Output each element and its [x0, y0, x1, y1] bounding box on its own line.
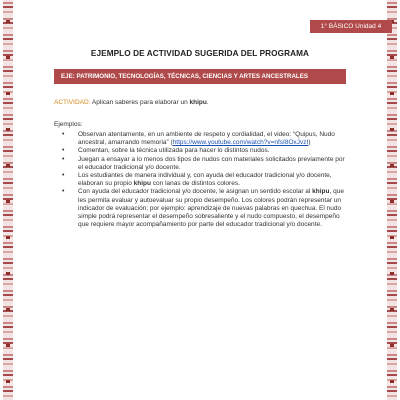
video-link[interactable]: https://www.youtube.com/watch?v=nfsI8OxJvzI	[172, 139, 309, 147]
page-title: EJEMPLO DE ACTIVIDAD SUGERIDA DEL PROGRAMA	[90, 49, 310, 58]
list-item: • Comentan, sobre la técnica utilizada para hacer lo distintos nudos.	[60, 147, 350, 155]
list-item: • Con ayuda del educador tradicional y/o docente, le asignan un sentido escolar al khipu, que les permita evaluar y autoevaluar su propio desempeño. Los colores podrán representar un indicador de evaluación; por ejemplo: aprendizaje de nuevas palabras en quechua. El nudo simple podrá representar el desempeño sobresaliente y el nudo compuesto, el desempeño que requiere mayor acompañamiento por parte del educador tradicional y/o docente.	[60, 188, 350, 229]
activity-label: ACTIVIDAD:	[54, 99, 91, 106]
list-item: • Observan atentamente, en un ambiente de respeto y cordialidad, el video: “Quipus, Nudo ancestral, amarrando memoria” (https://www.youtube.com/watch?v=nfsI8OxJvzI)	[60, 131, 350, 147]
decorative-border-left	[3, 0, 13, 400]
activity-line	[54, 99, 354, 106]
examples-list	[60, 131, 350, 229]
list-item: • Los estudiantes de manera individual y, con ayuda del educador tradicional y/o docente, elaboran su propio khipu con lanas de distintos colores.	[60, 172, 350, 188]
unit-badge: 1° BÁSICO Unidad 4	[310, 20, 392, 33]
decorative-border-right	[387, 0, 397, 400]
list-item: • Juegan a ensayar a lo menos dos tipos de nudos con materiales solicitados previamente por el educador tradicional y/o docente.	[60, 156, 350, 172]
activity-text: Aplican saberes para elaborar un	[90, 99, 190, 106]
activity-text-end: .	[206, 99, 209, 106]
activity-bold-term: khipu	[189, 99, 207, 106]
axis-section-bar: EJE: PATRIMONIO, TECNOLOGÍAS, TÉCNICAS, CIENCIAS Y ARTES ANCESTRALES	[54, 69, 346, 84]
examples-label: Ejemplos:	[54, 121, 83, 128]
